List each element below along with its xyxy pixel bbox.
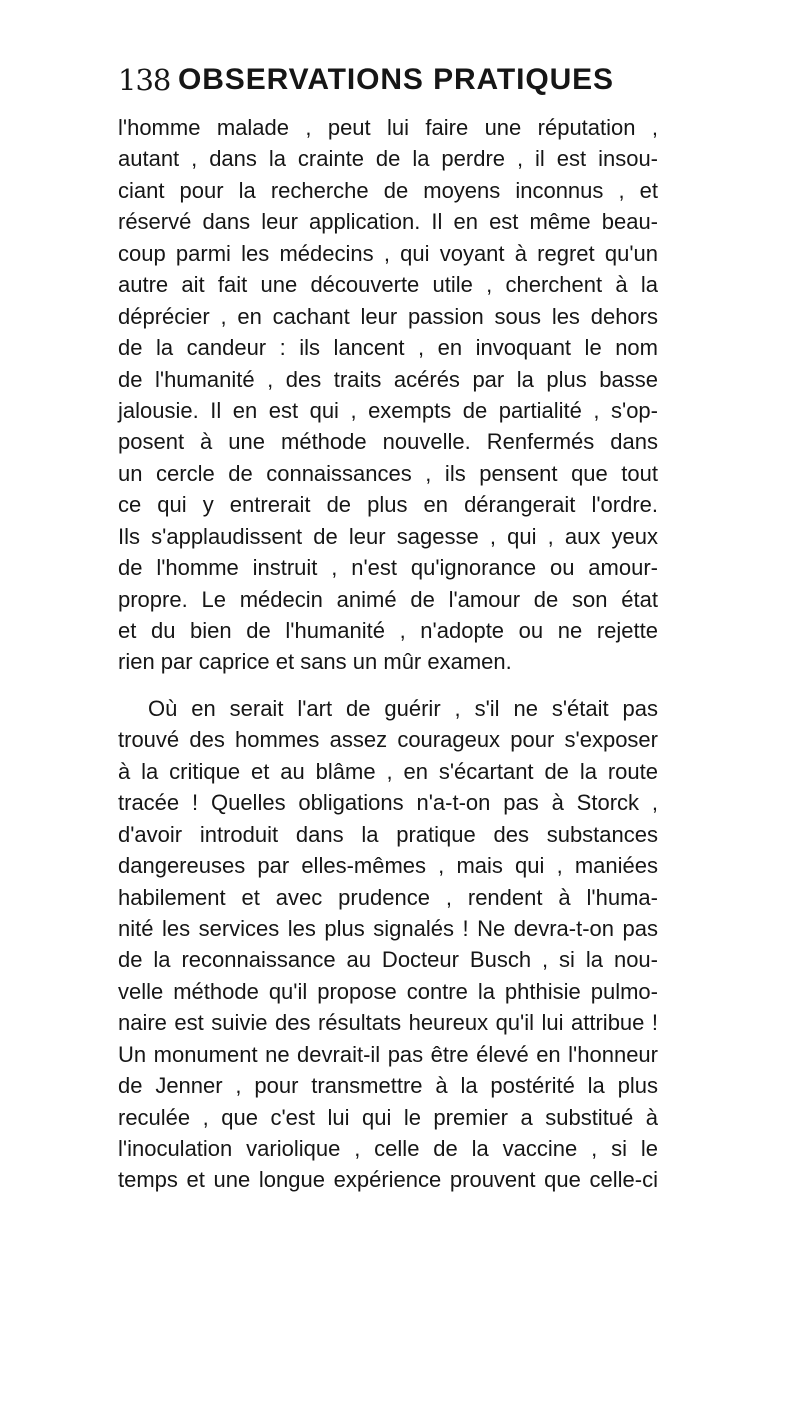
text-line: de Jenner , pour transmettre à la postérité la plus [118,1073,658,1099]
text-line: dangereuses par elles-mêmes , mais qui , maniées [118,853,658,879]
text-line: propre. Le médecin animé de l'amour de son état [118,586,658,612]
text-line: nité les services les plus signalés ! Ne devra-t-on pas [118,915,658,941]
paragraph-2 [118,693,658,1196]
text-line: habilement et avec prudence , rendent à l'huma- [118,884,658,910]
text-line: jalousie. Il en est qui , exempts de partialité , s'op- [118,397,658,423]
text-line: à la critique et au blâme , en s'écartant de la route [118,758,658,784]
text-line: d'avoir introduit dans la pratique des substances [118,821,658,847]
running-title: OBSERVATIONS PRATIQUES [178,63,614,96]
text-line: Ils s'applaudissent de leur sagesse , qui , aux yeux [118,523,658,549]
text-line: l'homme malade , peut lui faire une réputation , [118,115,658,140]
text-line: Un monument ne devrait-il pas être élevé en l'honneur [118,1041,658,1067]
text-line: trouvé des hommes assez courageux pour s'exposer [118,727,658,753]
text-line: de la candeur : ils lancent , en invoquant le nom [118,335,658,361]
text-line: déprécier , en cachant leur passion sous les dehors [118,303,658,329]
text-line: un cercle de connaissances , ils pensent que tout [118,460,658,486]
text-line: l'inoculation variolique , celle de la vaccine , si le [118,1136,658,1161]
text-line: autre ait fait une découverte utile , cherchent à la [118,272,658,298]
text-line: naire est suivie des résultats heureux qu'il lui attribue ! [118,1010,658,1036]
text-line: temps et une longue expérience prouvent que celle-ci [118,1167,658,1193]
text-line: réservé dans leur application. Il en est même beau- [118,209,658,235]
page-header [118,62,658,102]
text-line: posent à une méthode nouvelle. Renfermés dans [118,429,658,455]
text-line: de l'homme instruit , n'est qu'ignorance ou amour- [118,555,658,581]
text-line: et du bien de l'humanité , n'adopte ou ne rejette [118,618,658,643]
text-line: velle méthode qu'il propose contre la phthisie pulmo- [118,978,658,1004]
text-line: reculée , que c'est lui qui le premier a substitué à [118,1104,658,1130]
text-line: tracée ! Quelles obligations n'a-t-on pas à Storck , [118,790,658,816]
text-line: de l'humanité , des traits acérés par la plus basse [118,366,658,392]
text-line: autant , dans la crainte de la perdre , il est insou- [118,146,658,172]
text-line: de la reconnaissance au Docteur Busch , si la nou- [118,947,658,973]
text-line: ce qui y entrerait de plus en dérangerait l'ordre. [118,492,658,518]
body-text [118,112,658,1196]
text-line: Où en serait l'art de guérir , s'il ne s'était pas [148,695,658,721]
text-line: ciant pour la recherche de moyens inconnus , et [118,177,658,203]
page-number: 138 [118,63,171,97]
text-line: coup parmi les médecins , qui voyant à regret qu'un [118,240,658,266]
paragraph-1 [118,112,658,678]
paragraph-gap [118,678,658,693]
text-line: rien par caprice et sans un mûr examen. [118,649,512,675]
